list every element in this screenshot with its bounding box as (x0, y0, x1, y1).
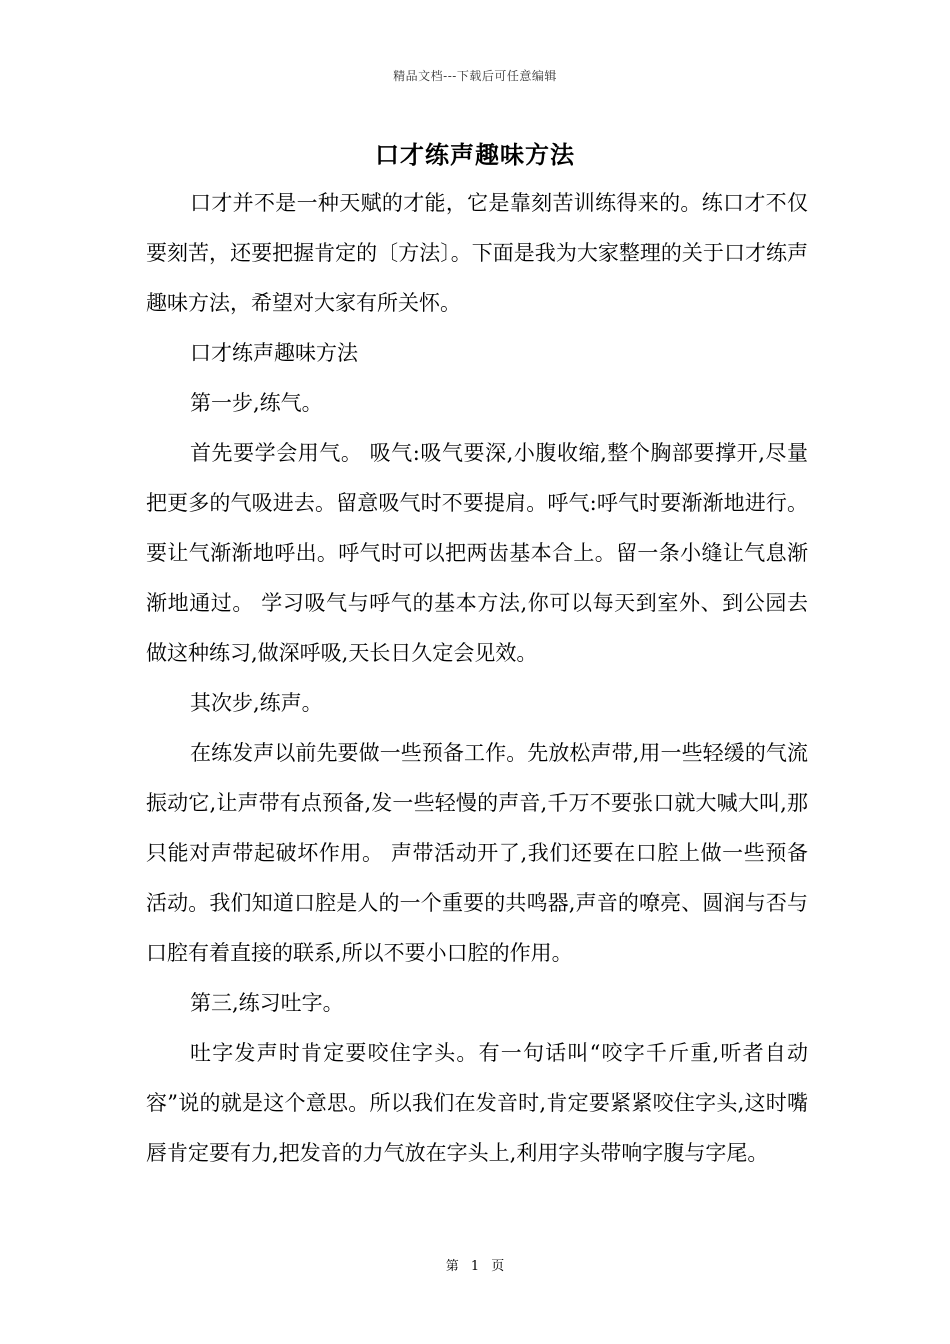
page-number: 1 (470, 1259, 480, 1274)
document-title: 口才练声趣味方法 (375, 140, 575, 169)
paragraph-step-three-heading: 第三,练习吐字。 (190, 991, 344, 1015)
page-number-prefix: 第 (445, 1259, 459, 1274)
paragraph-subheading: 口才练声趣味方法 (190, 341, 358, 365)
paragraph-step-three-body: 吐字发声时肯定要咬住字头。有一句话叫“咬字千斤重,听者自动容”说的就是这个意思。所以我们在发音时,肯定要紧紧咬住字头,这时嘴唇肯定要有力,把发音的力气放在字头上,利用字头带响字腹与字尾。 (146, 1041, 808, 1165)
paragraph-intro: 口才并不是一种天赋的才能，它是靠刻苦训练得来的。练口才不仅要刻苦，还要把握肯定的〔方法〕。下面是我为大家整理的关于口才练声趣味方法，希望对大家有所关怀。 (146, 191, 808, 315)
page-header: 精品文档---下载后可任意编辑 (393, 69, 557, 83)
page-number-suffix: 页 (491, 1259, 505, 1274)
paragraph-step-two-heading: 其次步,练声。 (190, 691, 323, 715)
paragraph-step-one-body: 首先要学会用气。 吸气:吸气要深,小腹收缩,整个胸部要撑开,尽量把更多的气吸进去。留意吸气时不要提肩。呼气:呼气时要渐渐地进行。要让气渐渐地呼出。呼气时可以把两齿基本合上。留一条小缝让气息渐渐地通过。 学习吸气与呼气的基本方法,你可以每天到室外、到公园去做这种练习,做深呼吸,天长日久定会见效。 (146, 441, 808, 665)
paragraph-step-two-body: 在练发声以前先要做一些预备工作。先放松声带,用一些轻缓的气流振动它,让声带有点预备,发一些轻慢的声音,千万不要张口就大喊大叫,那只能对声带起破坏作用。 声带活动开了,我们还要在口腔上做一些预备活动。我们知道口腔是人的一个重要的共鸣器,声音的嘹亮、圆润与否与口腔有着直接的联系,所以不要小口腔的作用。 (146, 741, 808, 965)
document-body (146, 178, 808, 1178)
paragraph-step-one-heading: 第一步,练气。 (190, 391, 323, 415)
page-footer (0, 1255, 950, 1274)
